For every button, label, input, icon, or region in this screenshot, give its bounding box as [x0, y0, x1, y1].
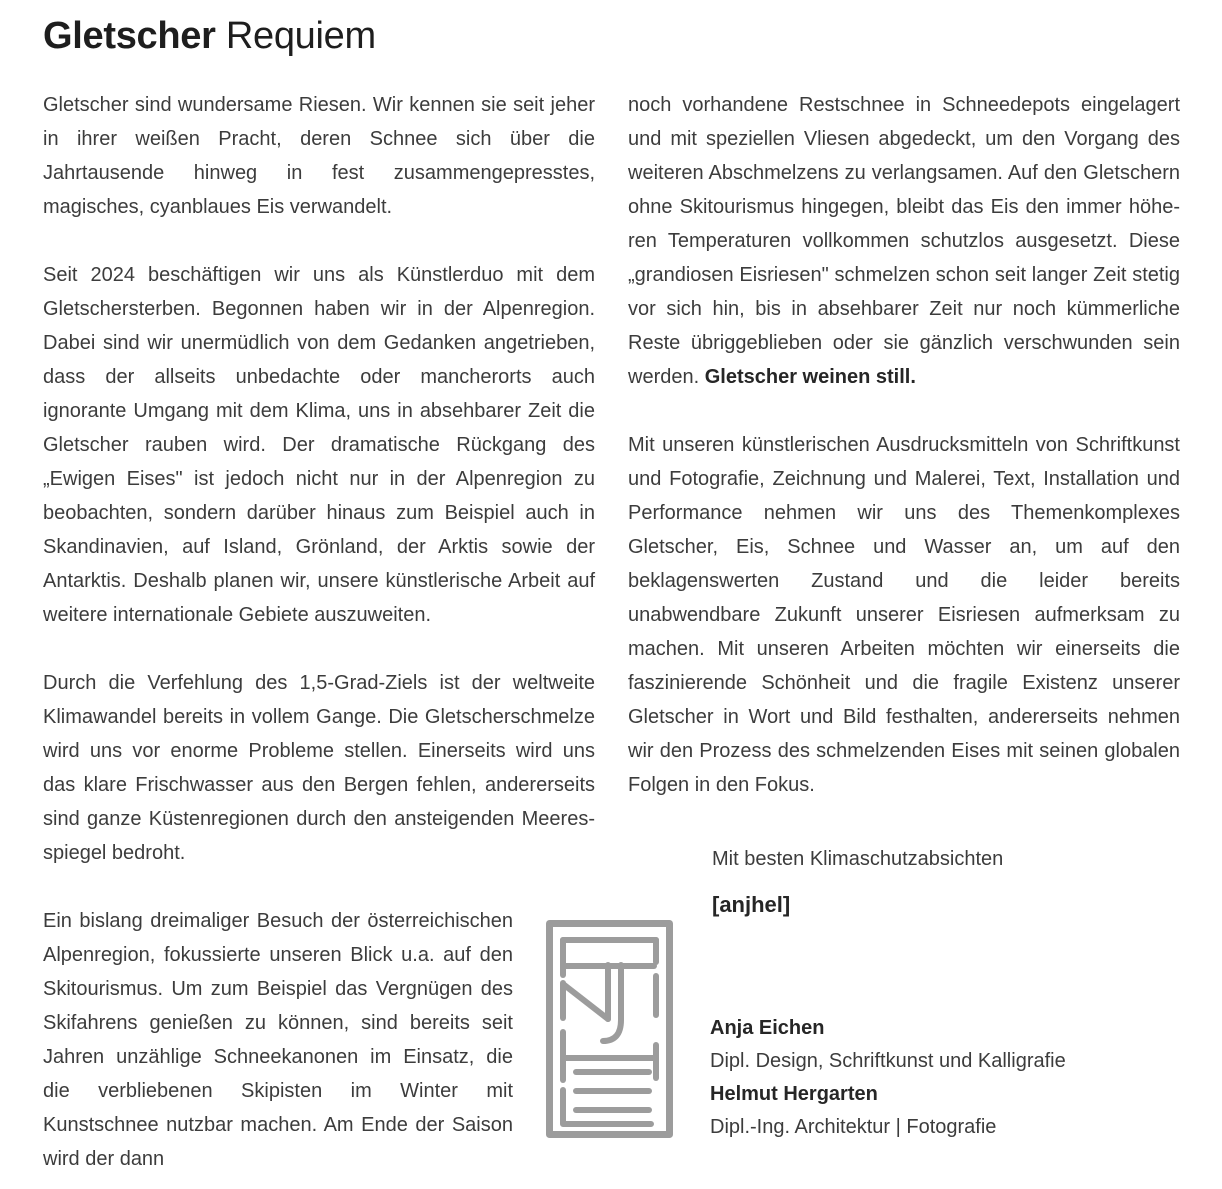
paragraph-intro: Gletscher sind wundersame Riesen. Wir kennen sie seit jeher in ihrer weißen Pracht, deren Schnee sich über die Jahrtausende hinweg in fest zusammengepresstes, magisches, cyanblaues Eis verwandelt.: [43, 94, 595, 218]
credit-role-helmut: Dipl.-Ing. Architektur | Fotografie: [710, 1116, 997, 1138]
title-emphasis: Gletscher: [43, 15, 216, 57]
credit-name-helmut: Helmut Hergarten: [710, 1083, 878, 1105]
page-title: [43, 12, 376, 60]
credit-name-anja: Anja Eichen: [710, 1017, 825, 1039]
paragraph-klimawandel: Durch die Verfehlung des 1,5-Grad-Ziels ist der weltweite Klimawandel bereits in vollem Gange. Die Gletscherschmelze wird uns vor enorme Probleme stellen. Einerseits wird uns das klare Frischwasser aus den Bergen fehlen, andererseits sind ganze Küstenregionen durch den ansteigenden Meeresspiegel bedroht.: [43, 672, 595, 864]
paragraph-alpenbesuch: Ein bislang dreimaliger Besuch der österreichischen Alpenregion, fokussierte unseren Blick u.a. auf den Skitourismus. Um zum Beispiel das Vergnügen des Skifahrens genießen zu können, sind bereits seit Jahren unzählige Schneekanonen im Einsatz, die die verbliebenen Skipisten im Winter mit Kunstschnee nutzbar machen. Am Ende der Saison wird der dann: [43, 910, 513, 1170]
credits-block: [710, 1012, 1066, 1144]
paragraph-restschnee: noch vorhandene Restschnee in Schneedepots eingelagert und mit speziellen Vliesen abgedeckt, um den Vorgang des weiteren Abschmelzens zu verlangsamen. Auf den Gletschern ohne Skitourismus hingegen, bleibt das Eis den immer höheren Temperaturen vollkommen schutzlos ausgesetzt. Diese „grandiosen Eisriesen" schmelzen schon seit langer Zeit stetig vor sich hin, bis in absehbarer Zeit nur noch kümmerliche Reste übriggeblieben oder sie gänzlich verschwunden sein werden. Gletscher weinen still.: [628, 94, 1180, 388]
left-column: [43, 88, 595, 1189]
title-rest: Requiem: [225, 15, 376, 57]
salutation-text: Mit besten Klimaschutzabsichten: [712, 848, 1004, 870]
closing-block: [628, 842, 1180, 920]
credit-role-anja: Dipl. Design, Schriftkunst und Kalligrafie: [710, 1050, 1066, 1072]
paragraph-ausdrucksmittel: Mit unseren künstlerischen Ausdrucksmitteln von Schriftkunst und Fotografie, Zeichnung und Malerei, Text, Installation und Performance nehmen wir uns des Themenkomplexes Gletscher, Eis, Schnee und Wasser an, um auf den beklagenswerten Zustand und die leider bereits unabwendbare Zukunft unserer Eisriesen aufmerksam zu machen. Mit unseren Arbeiten möchten wir einerseits die faszinierende Schönheit und die fragile Existenz unserer Gletscher in Wort und Bild festhalten, andererseits nehmen wir den Prozess des schmelzenden Eises mit seinen globalen Folgen in den Fokus.: [628, 434, 1180, 796]
paragraph-kuenstlerduo: Seit 2024 beschäftigen wir uns als Künstlerduo mit dem Gletschersterben. Begonnen haben wir in der Alpenregion. Dabei sind wir unermüdlich von dem Gedanken angetrieben, dass der allseits unbedachte oder mancherorts auch ignorante Umgang mit dem Klima, uns in absehbarer Zeit die Gletscher rauben wird. Der dramatische Rückgang des „Ewigen Eises" ist jedoch nicht nur in der Alpenregion zu beobachten, sondern darüber hinaus zum Beispiel auch in Skandinavien, auf Island, Grönland, der Arktis sowie der Antarktis. Deshalb planen wir, unsere künstlerische Arbeit auf weitere internationale Gebiete auszuweiten.: [43, 264, 595, 626]
right-column: [628, 88, 1180, 920]
signature-text: [anjhel]: [712, 892, 791, 917]
anjhel-monogram-icon: [546, 920, 673, 1138]
